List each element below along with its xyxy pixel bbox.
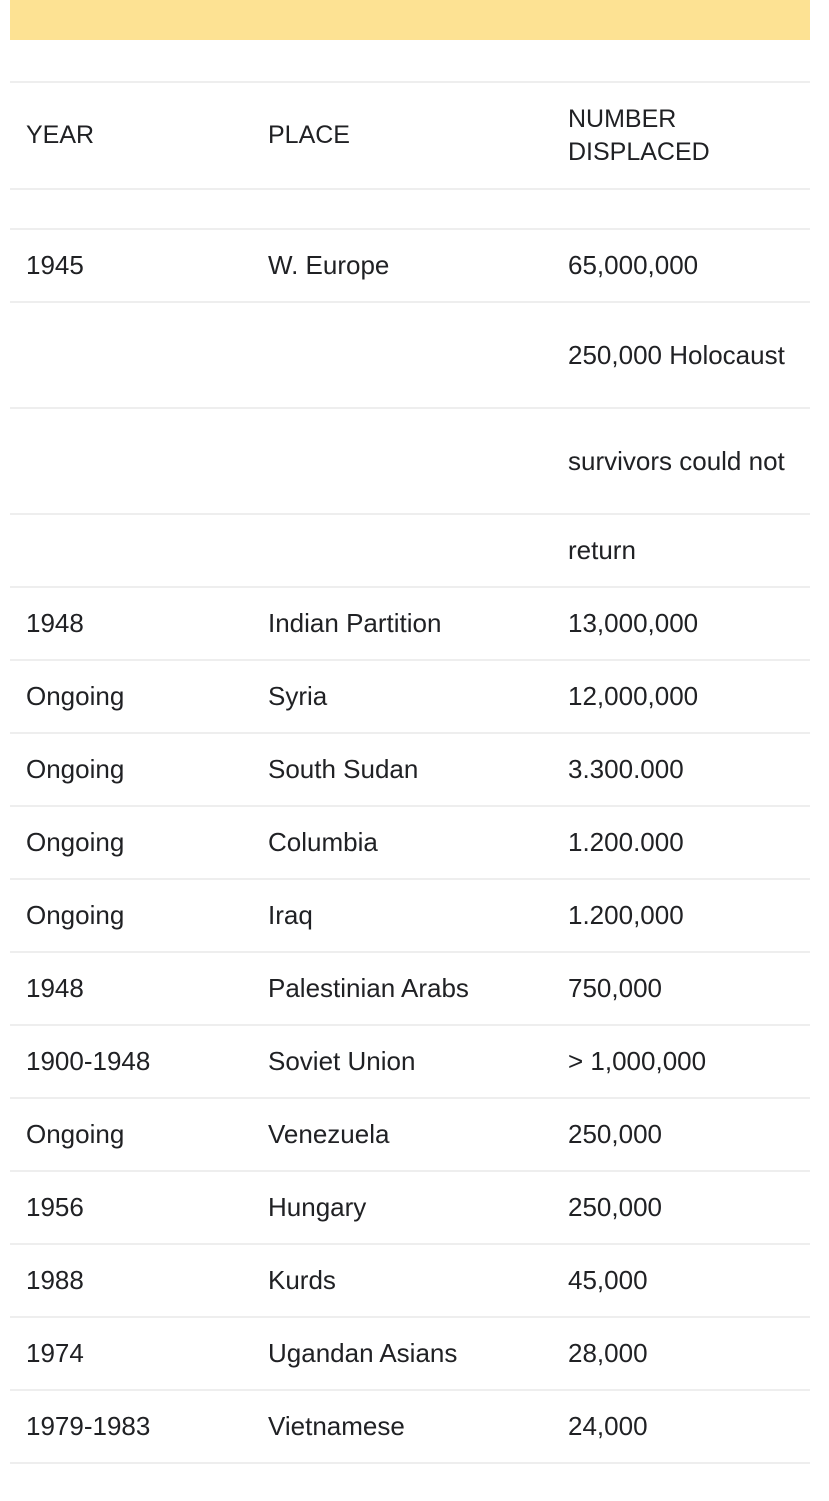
cell-place: Soviet Union bbox=[268, 1046, 416, 1076]
cell-place: Columbia bbox=[268, 827, 378, 857]
table-row bbox=[10, 587, 810, 660]
cell-number: 65,000,000 bbox=[568, 250, 699, 280]
cell-year: Ongoing bbox=[26, 754, 125, 784]
cell-year: 1945 bbox=[26, 250, 84, 280]
table-row bbox=[10, 1317, 810, 1390]
cell-number: 1.200,000 bbox=[568, 900, 684, 930]
cell-number: 28,000 bbox=[568, 1338, 648, 1368]
table-row bbox=[10, 1244, 810, 1317]
cell-place: Palestinian Arabs bbox=[268, 973, 469, 1003]
table-row bbox=[10, 660, 810, 733]
cell-year: 1979-1983 bbox=[26, 1411, 151, 1441]
table-row bbox=[10, 733, 810, 806]
table-row bbox=[10, 1025, 810, 1098]
cell-place: Iraq bbox=[268, 900, 313, 930]
cell-place: South Sudan bbox=[268, 754, 419, 784]
cell-place: W. Europe bbox=[268, 250, 390, 280]
header-place: PLACE bbox=[268, 121, 350, 149]
cell-year: 1948 bbox=[26, 973, 84, 1003]
cell-year: 1956 bbox=[26, 1192, 84, 1222]
cell-year: 1988 bbox=[26, 1265, 84, 1295]
cell-number: 250,000 bbox=[568, 1119, 662, 1149]
cell-place bbox=[252, 408, 552, 514]
table-row bbox=[10, 879, 810, 952]
table-row bbox=[10, 408, 810, 514]
cell-place: Indian Partition bbox=[268, 608, 442, 638]
cell-number: 250,000 Holocaust bbox=[568, 339, 785, 370]
table-row bbox=[10, 1171, 810, 1244]
table-row bbox=[10, 229, 810, 302]
cell-year: 1900-1948 bbox=[26, 1046, 151, 1076]
table-row bbox=[10, 1390, 810, 1463]
cell-place: Kurds bbox=[268, 1265, 336, 1295]
header-number-displaced: NUMBER DISPLACED bbox=[568, 104, 710, 166]
cell-number: return bbox=[568, 535, 636, 565]
cell-year bbox=[10, 408, 252, 514]
cell-number: 12,000,000 bbox=[568, 681, 699, 711]
cell-year: 1948 bbox=[26, 608, 84, 638]
cell-number: 250,000 bbox=[568, 1192, 662, 1222]
cell-year: Ongoing bbox=[26, 1119, 125, 1149]
table-row bbox=[10, 806, 810, 879]
table-row bbox=[10, 302, 810, 408]
cell-number: 24,000 bbox=[568, 1411, 648, 1441]
cell-place bbox=[252, 302, 552, 408]
cell-year bbox=[10, 514, 252, 587]
table-row bbox=[10, 1098, 810, 1171]
cell-year bbox=[10, 302, 252, 408]
cell-number: 45,000 bbox=[568, 1265, 648, 1295]
cell-place: Ugandan Asians bbox=[268, 1338, 458, 1368]
cell-number: 750,000 bbox=[568, 973, 662, 1003]
highlight-banner bbox=[10, 0, 810, 40]
cell-year: 1974 bbox=[26, 1338, 84, 1368]
cell-place: Vietnamese bbox=[268, 1411, 405, 1441]
cell-place bbox=[252, 514, 552, 587]
cell-year: Ongoing bbox=[26, 827, 125, 857]
cell-place: Syria bbox=[268, 681, 328, 711]
table-row bbox=[10, 952, 810, 1025]
cell-number: > 1,000,000 bbox=[568, 1046, 707, 1076]
table-header-row bbox=[10, 82, 810, 189]
cell-year: Ongoing bbox=[26, 900, 125, 930]
cell-year: Ongoing bbox=[26, 681, 125, 711]
table-spacer-row bbox=[10, 189, 810, 229]
cell-place: Hungary bbox=[268, 1192, 367, 1222]
cell-place: Venezuela bbox=[268, 1119, 390, 1149]
cell-number: survivors could not bbox=[568, 445, 785, 476]
cell-number: 13,000,000 bbox=[568, 608, 699, 638]
cell-number: 1.200.000 bbox=[568, 827, 684, 857]
header-year: YEAR bbox=[26, 121, 95, 149]
displacement-table bbox=[10, 81, 810, 1464]
cell-number: 3.300.000 bbox=[568, 754, 684, 784]
displacement-table-container bbox=[10, 81, 810, 1464]
table-row bbox=[10, 514, 810, 587]
